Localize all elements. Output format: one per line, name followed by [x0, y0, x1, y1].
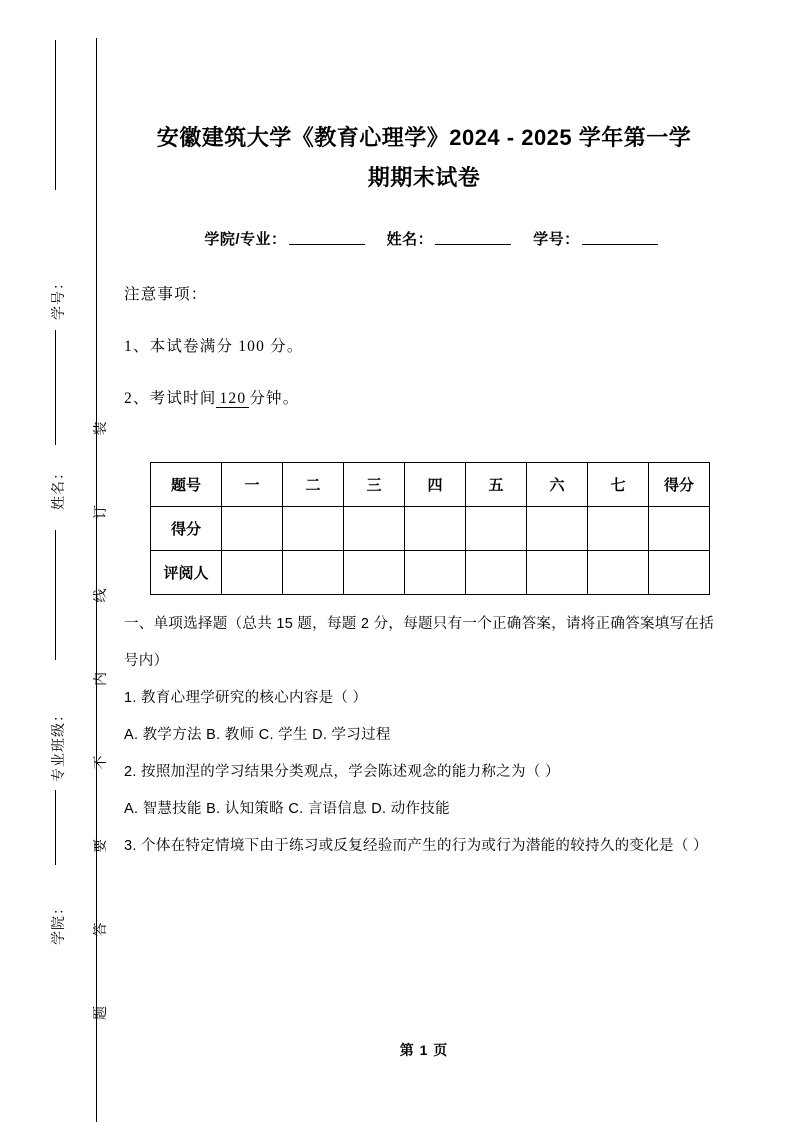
- exam-duration-value: 120: [216, 390, 249, 408]
- score-table-cell: 六: [527, 463, 588, 507]
- binding-margin: [0, 0, 110, 1122]
- score-table-cell: 一: [222, 463, 283, 507]
- table-row: [151, 507, 710, 551]
- question-1: [124, 680, 724, 754]
- score-table-cell[interactable]: [283, 551, 344, 595]
- score-table: [150, 462, 710, 595]
- notes-item-2-prefix: 2、考试时间: [124, 390, 217, 407]
- score-table-cell[interactable]: [466, 507, 527, 551]
- margin-field-class: 专业班级：: [52, 707, 67, 782]
- score-table-cell[interactable]: [222, 551, 283, 595]
- student-id-label: 学号：: [533, 231, 580, 248]
- page-title-line-1: 安徽建筑大学《教育心理学》2024 - 2025 学年第一学: [156, 125, 692, 150]
- name-blank[interactable]: [435, 230, 511, 245]
- score-table-cell[interactable]: [527, 551, 588, 595]
- margin-field-student-id: 学号：: [52, 275, 67, 320]
- score-table-cell: 五: [466, 463, 527, 507]
- questions-section: [124, 606, 724, 865]
- score-table-cell[interactable]: [405, 507, 466, 551]
- notes-heading: 注意事项：: [124, 286, 208, 303]
- margin-field-name: 姓名：: [52, 465, 67, 510]
- score-table-cell: 七: [588, 463, 649, 507]
- score-table-cell[interactable]: [588, 507, 649, 551]
- question-3: [124, 828, 724, 865]
- binding-line-segment-4: [55, 790, 56, 865]
- name-label: 姓名：: [386, 231, 434, 248]
- question-2-stem: 2. 按照加涅的学习结果分类观点，学会陈述观念的能力称之为（ ）: [124, 764, 560, 780]
- page-content: [110, 0, 793, 1122]
- table-row: [151, 463, 710, 507]
- score-table-cell[interactable]: [405, 551, 466, 595]
- score-table-cell[interactable]: [344, 551, 405, 595]
- notes-item-2: [124, 386, 744, 438]
- score-table-cell: 得分: [649, 463, 710, 507]
- score-table-cell: 二: [283, 463, 344, 507]
- score-table-cell: 三: [344, 463, 405, 507]
- notes-section: [124, 282, 744, 438]
- score-table-cell[interactable]: [222, 507, 283, 551]
- notes-item-1: 1、本试卷满分 100 分。: [124, 338, 304, 355]
- question-1-stem: 1. 教育心理学研究的核心内容是（ ）: [124, 690, 368, 706]
- page-title-line-2: 期期末试卷: [367, 165, 481, 190]
- question-3-stem: 3. 个体在特定情境下由于练习或反复经验而产生的行为或行为潜能的较持久的变化是（ ）: [124, 838, 708, 854]
- binding-line-segment-1: [55, 40, 56, 190]
- page-title: [124, 118, 724, 198]
- score-table-cell[interactable]: [649, 551, 710, 595]
- score-table-cell[interactable]: [466, 551, 527, 595]
- question-2-options: A. 智慧技能 B. 认知策略 C. 言语信息 D. 动作技能: [124, 801, 450, 817]
- student-info-line: [124, 228, 744, 249]
- score-table-row-header: 评阅人: [151, 551, 222, 595]
- college-major-label: 学院/专业：: [204, 231, 287, 248]
- binding-line-segment-2: [55, 330, 56, 445]
- margin-binding-notice: 题 答 要 不 内 线 订 装: [94, 388, 109, 1020]
- score-table-cell[interactable]: [588, 551, 649, 595]
- score-table-cell: 四: [405, 463, 466, 507]
- question-2: [124, 754, 724, 828]
- score-table-cell[interactable]: [283, 507, 344, 551]
- question-1-options: A. 教学方法 B. 教师 C. 学生 D. 学习过程: [124, 727, 391, 743]
- table-row: [151, 551, 710, 595]
- section-heading-1: 一、单项选择题（总共 15 题，每题 2 分，每题只有一个正确答案，请将正确答案填写在括号内）: [124, 616, 715, 669]
- score-table-row-header: 得分: [151, 507, 222, 551]
- score-table-cell[interactable]: [344, 507, 405, 551]
- college-major-blank[interactable]: [289, 230, 365, 245]
- margin-field-college: 学院：: [52, 900, 67, 945]
- student-id-blank[interactable]: [582, 230, 658, 245]
- page-footer: 第 1 页: [399, 1042, 449, 1058]
- binding-line-segment-3: [55, 530, 56, 660]
- score-table-cell[interactable]: [527, 507, 588, 551]
- score-table-row-header: 题号: [151, 463, 222, 507]
- score-table-cell[interactable]: [649, 507, 710, 551]
- notes-item-2-suffix: 分钟。: [249, 390, 300, 407]
